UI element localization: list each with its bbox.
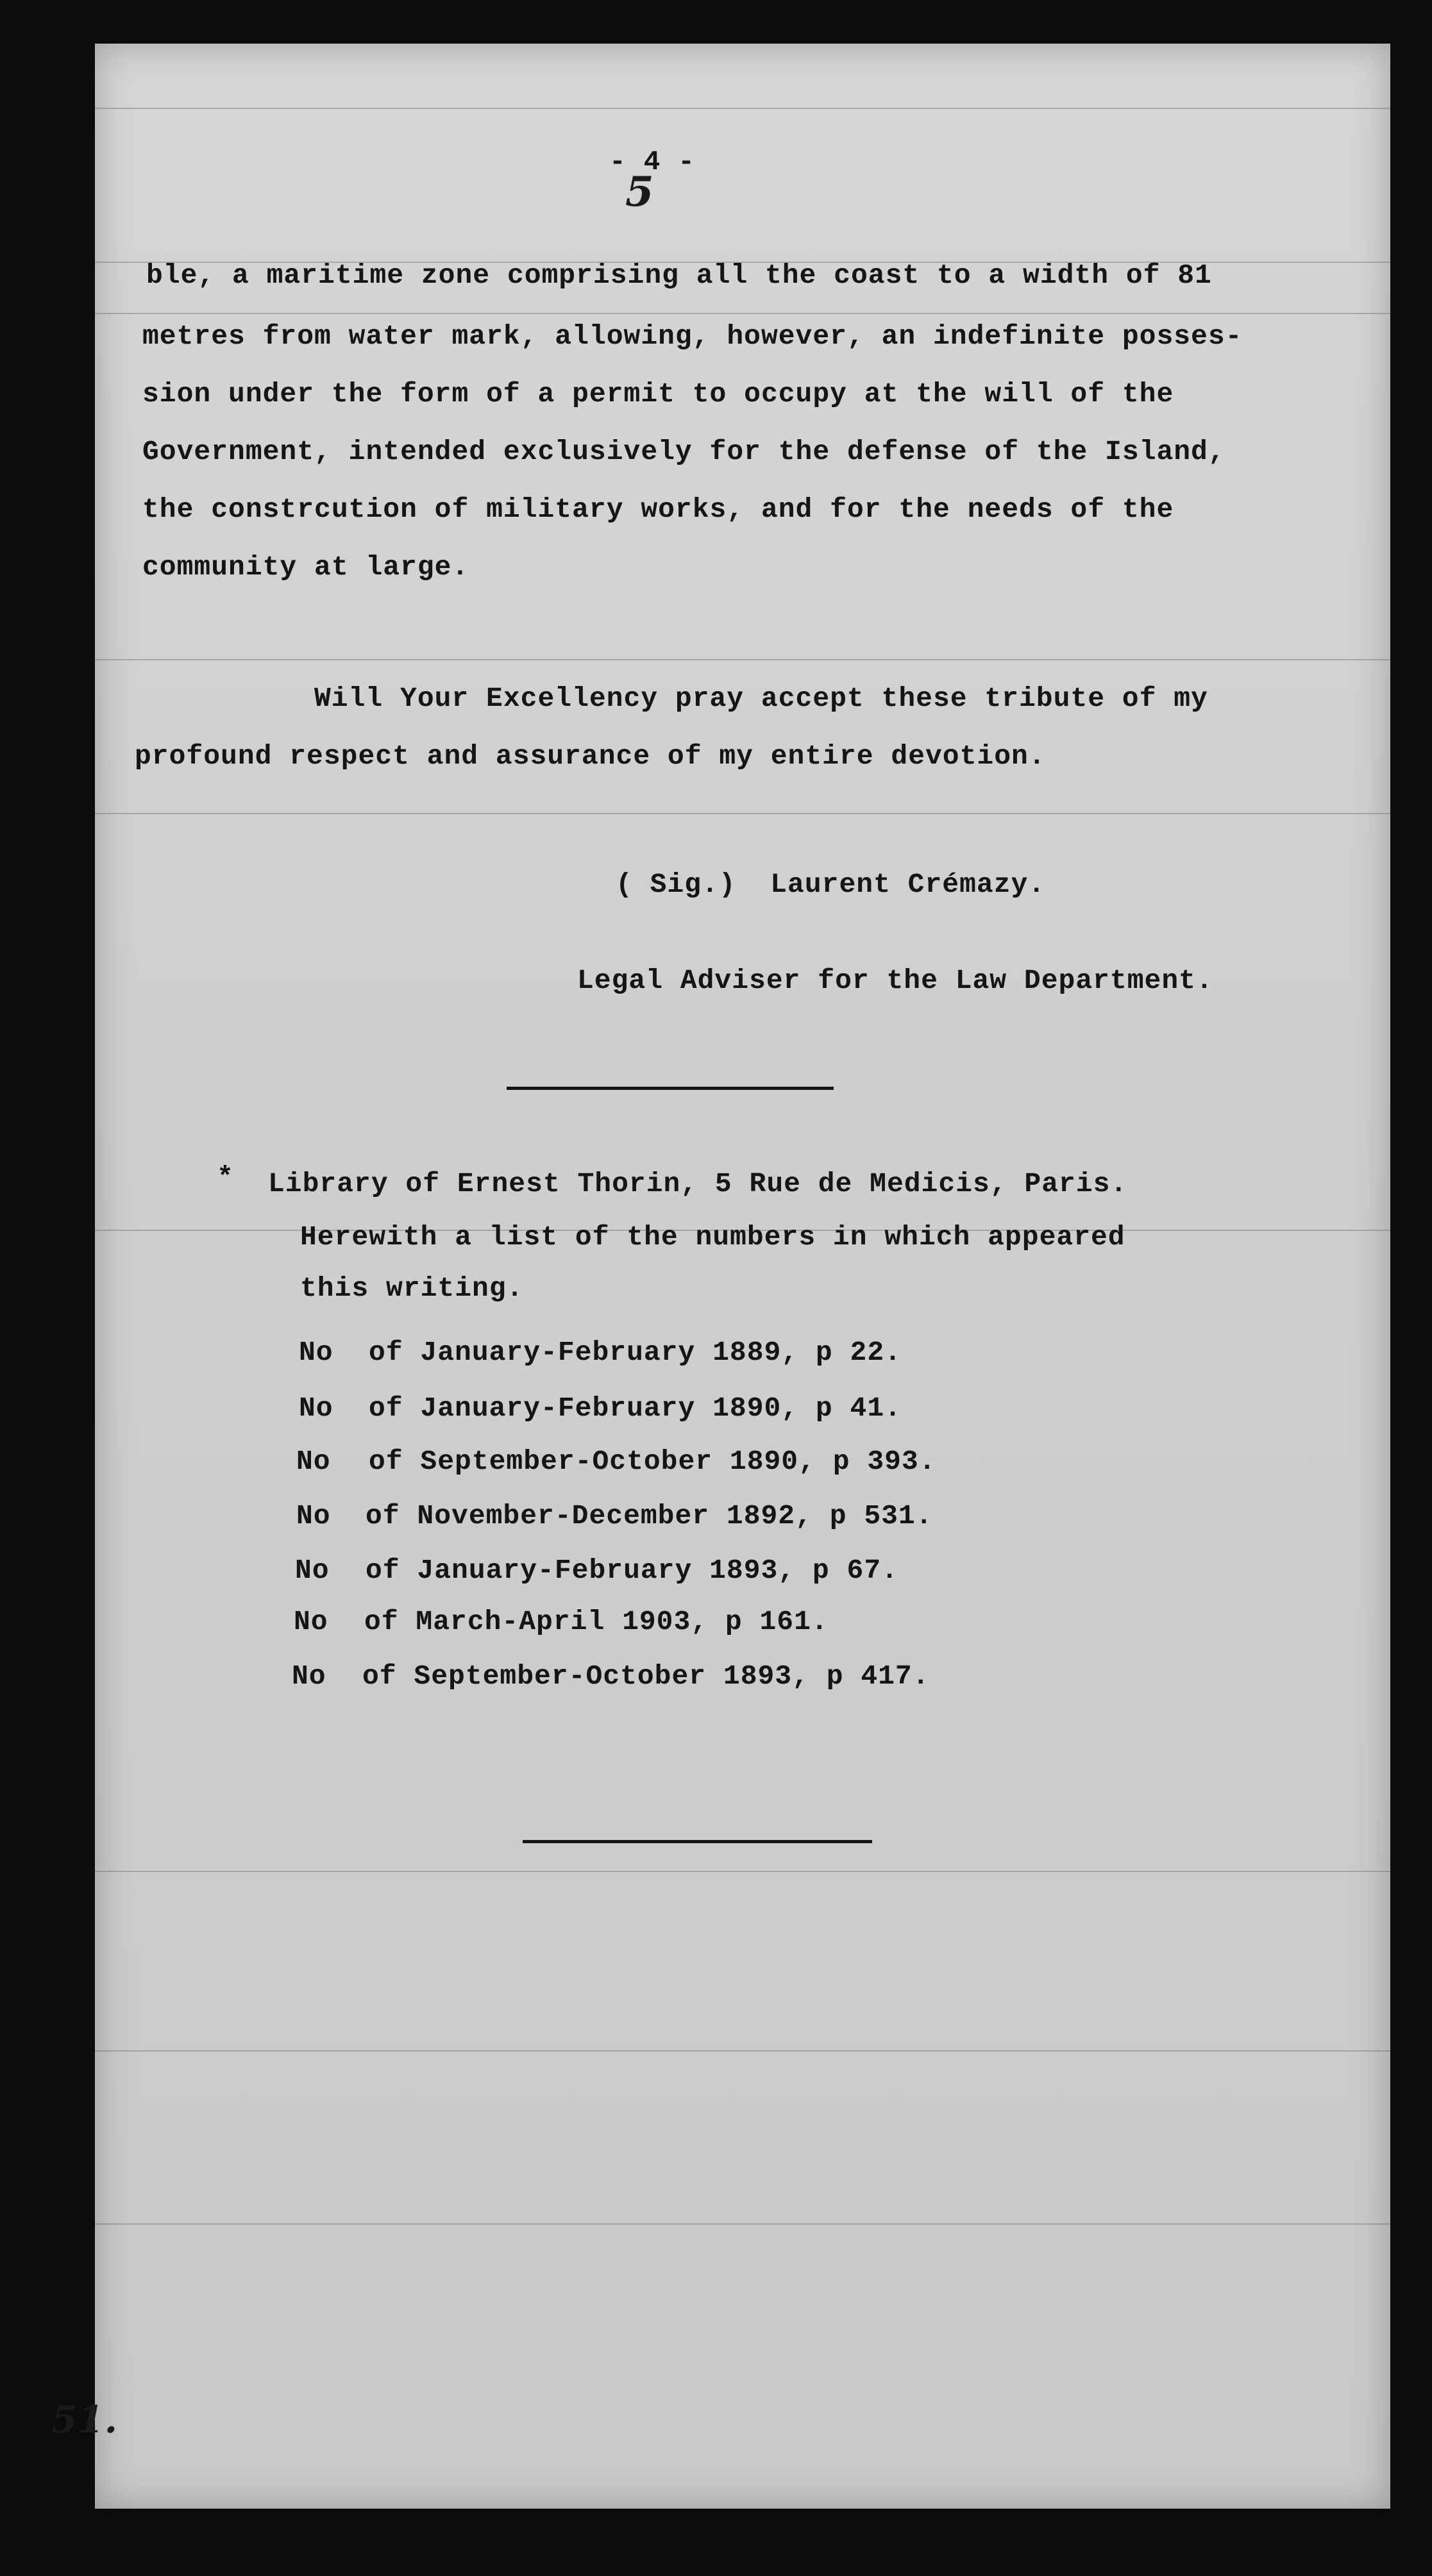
entry-text: of November-December 1892, p 531. [366, 1500, 933, 1532]
separator-rule [507, 1087, 834, 1090]
paragraph-maritime-zone [0, 157, 1432, 583]
entry-no: No [299, 1393, 333, 1424]
entry-no: No [299, 1337, 333, 1368]
entry-text: of January-February 1889, p 22. [369, 1337, 902, 1368]
entry-no: No [296, 1446, 331, 1477]
entry-no: No [294, 1606, 328, 1637]
handwritten-folio: 5 [625, 168, 655, 216]
paragraph-line: ble, a maritime zone comprising all the coast to a width of 81 [146, 260, 1212, 291]
separator-rule [523, 1840, 872, 1843]
footnote [0, 880, 1432, 2419]
entry-text: of January-February 1893, p 67. [366, 1555, 898, 1586]
closing-line: profound respect and assurance of my entire devotion. [135, 740, 1046, 772]
page-number: - 4 - [609, 146, 696, 178]
paragraph-line: community at large. [142, 551, 469, 583]
entry-text: of January-February 1890, p 41. [369, 1393, 902, 1424]
entry-text: of September-October 1890, p 393. [369, 1446, 936, 1477]
closing-line: Will Your Excellency pray accept these tribute of my [314, 683, 1208, 714]
entry-text: of March-April 1903, p 161. [364, 1606, 829, 1637]
footnote-marker: * [217, 1162, 234, 1193]
footnote-line: this writing. [300, 1273, 524, 1304]
paragraph-line: Government, intended exclusively for the defense of the Island, [142, 436, 1226, 467]
footnote-line: Herewith a list of the numbers in which appeared [300, 1221, 1125, 1253]
signatory-title: Legal Adviser for the Law Department. [577, 965, 1213, 996]
paragraph-line: the constrcution of military works, and for the needs of the [142, 494, 1174, 525]
paragraph-line: metres from water mark, allowing, however, an indefinite posses- [142, 321, 1243, 352]
list-item [0, 1660, 1432, 2356]
entry-no: No [292, 1660, 326, 1692]
entry-no: No [296, 1500, 331, 1532]
signature: ( Sig.) Laurent Crémazy. [616, 869, 1046, 900]
margin-mark: 51. [51, 2398, 118, 2441]
paragraph-line: sion under the form of a permit to occupy at the will of the [142, 378, 1174, 410]
entry-no: No [295, 1555, 330, 1586]
entry-text: of September-October 1893, p 417. [362, 1660, 930, 1692]
footnote-line: Library of Ernest Thorin, 5 Rue de Medicis, Paris. [268, 1168, 1128, 1200]
